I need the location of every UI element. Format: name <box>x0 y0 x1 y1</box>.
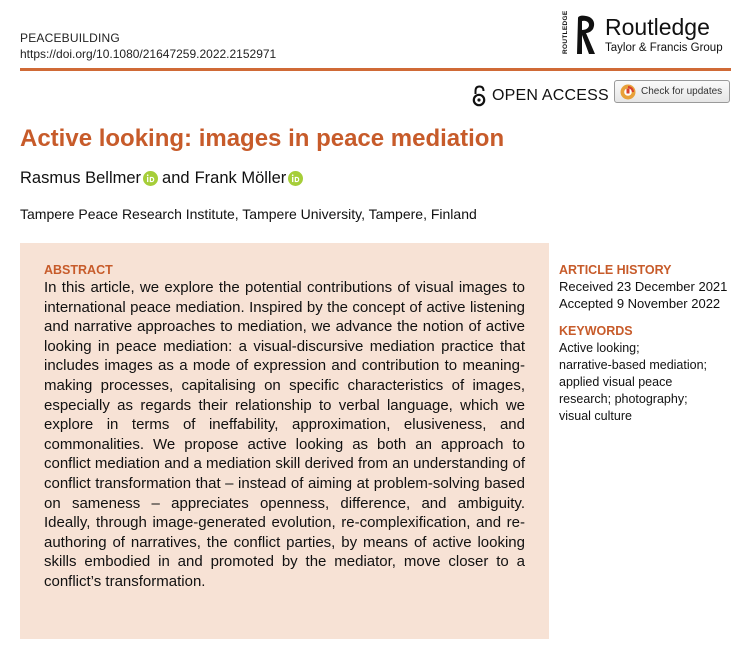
open-access-badge <box>472 85 609 107</box>
keywords-list <box>559 340 739 425</box>
keyword-line: visual culture <box>559 409 632 423</box>
journal-name: PEACEBUILDING <box>20 31 120 45</box>
header-rule <box>20 68 731 71</box>
check-updates-label: Check for updates <box>641 86 723 97</box>
abstract-box <box>20 243 549 639</box>
keyword-line: narrative-based mediation; <box>559 358 707 372</box>
doi-link[interactable]: https://doi.org/10.1080/21647259.2022.2152971 <box>20 47 277 61</box>
orcid-icon[interactable] <box>288 171 303 186</box>
abstract-text: In this article, we explore the potential contributions of visual images to international peace mediation. Inspired by the concept of active listening and narrative approaches to mediation, we advance the notion of active looking in peace mediation: a visual-discursive mediation practice that includes images as a mode of expression and contribution to meaning-making processes, capitalising on specific characteristics of images, especially as regards their relationship to verbal language, which we explore in terms of ineffability, approximation, elusiveness, and commonalities. We propose active looking as both an approach to conflict mediation and a mediation skill derived from an understanding of conflict transformation that – instead of aiming at problem-solving based on sameness – appreciates openness, difference, and ambiguity. Ideally, through image-generated evolution, re-complexification, and re-authoring of narratives, the conflict parties, by means of active looking skills embodied in and promoted by the mediator, move closer to a conflict’s transformation. <box>44 279 525 590</box>
journal-info <box>20 30 276 62</box>
accepted-date: Accepted 9 November 2022 <box>559 296 721 311</box>
check-updates-icon <box>620 84 636 100</box>
author-list <box>20 167 307 189</box>
publisher-logo[interactable] <box>562 10 732 58</box>
publisher-subtitle: Taylor & Francis Group <box>605 42 723 54</box>
publisher-name: Routledge <box>605 14 710 40</box>
keyword-line: applied visual peace <box>559 375 673 389</box>
article-title: Active looking: images in peace mediation <box>20 125 505 152</box>
open-access-label: OPEN ACCESS <box>492 87 609 104</box>
abstract-heading: ABSTRACT <box>44 263 113 277</box>
author-affiliation: Tampere Peace Research Institute, Tampere University, Tampere, Finland <box>20 206 477 222</box>
author-name[interactable]: Frank Möller <box>194 169 287 187</box>
author-joiner: and <box>162 169 190 187</box>
article-history-heading: ARTICLE HISTORY <box>559 263 672 277</box>
keyword-line: research; photography; <box>559 392 688 406</box>
check-for-updates-button[interactable] <box>614 80 730 103</box>
publisher-vertical-text: ROUTLEDGE <box>562 10 569 54</box>
keyword-line: Active looking; <box>559 341 640 355</box>
received-date: Received 23 December 2021 <box>559 279 728 294</box>
author-name[interactable]: Rasmus Bellmer <box>20 169 142 187</box>
open-lock-icon <box>472 85 486 107</box>
orcid-icon[interactable] <box>143 171 158 186</box>
keywords-heading: KEYWORDS <box>559 324 633 338</box>
routledge-mark-icon <box>574 14 600 58</box>
article-sidebar <box>559 263 739 425</box>
